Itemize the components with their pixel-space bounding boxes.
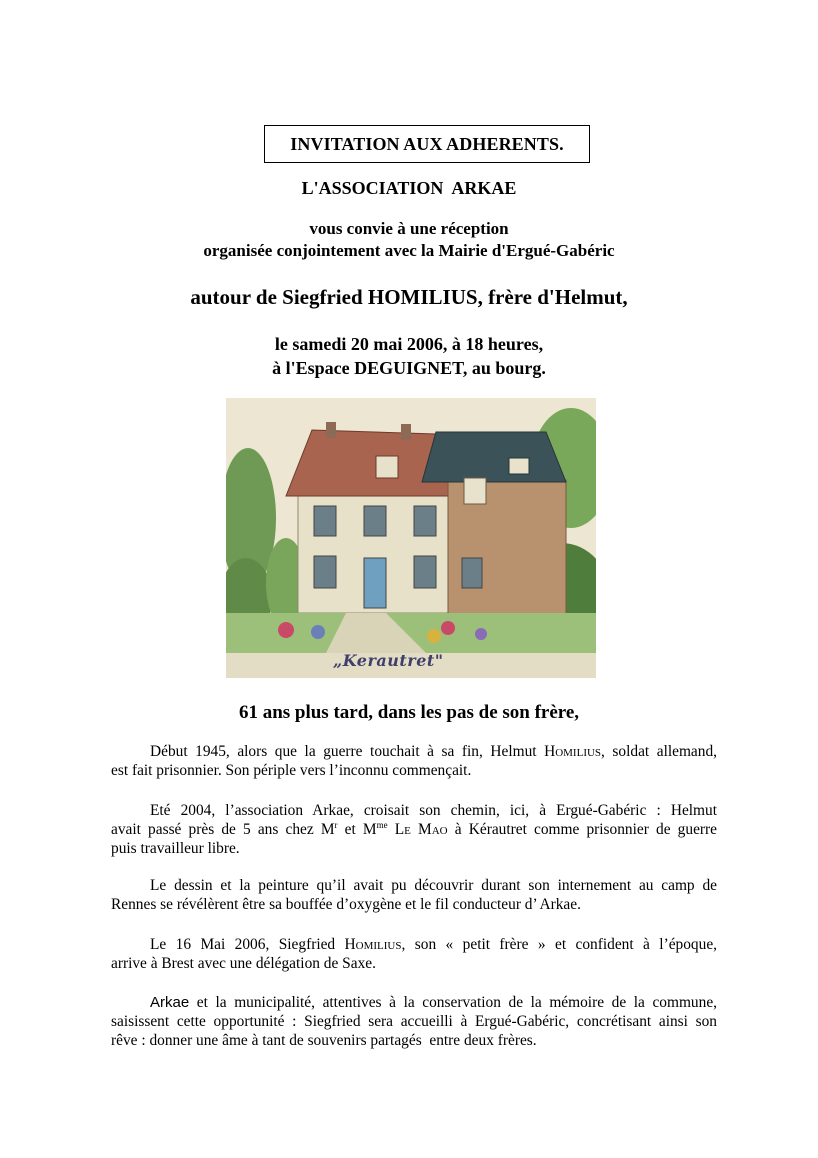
paragraph-5	[111, 993, 717, 1050]
paragraph-line: puis travailleur libre.	[111, 840, 240, 857]
text-run: à Kérautret comme prisonnier de guerre	[447, 821, 717, 838]
organizer-line: L'ASSOCIATION ARKAE	[301, 178, 517, 198]
text-run	[388, 821, 395, 838]
paragraph-2	[111, 801, 717, 858]
paragraph-3	[111, 876, 717, 914]
arkae-name: Arkae	[150, 994, 190, 1011]
house-drawing-icon	[226, 398, 596, 678]
invitation-title: INVITATION AUX ADHERENTS.	[264, 125, 590, 163]
surname: Homilius	[344, 936, 402, 953]
paragraph-1	[111, 742, 717, 780]
invite-line-1: vous convie à une réception	[309, 219, 509, 238]
house-drawing	[226, 398, 596, 678]
drawing-caption: „Kerautret"	[333, 651, 444, 670]
text-run: Début 1945, alors que la guerre touchait à sa fin, Helmut	[150, 743, 545, 760]
paragraph-line: est fait prisonnier. Son périple vers l’inconnu commençait.	[111, 762, 472, 779]
paragraph-line: arrive à Brest avec une délégation de Saxe.	[111, 955, 376, 972]
invite-line-2: organisée conjointement avec la Mairie d'Ergué-Gabéric	[203, 241, 615, 260]
paragraph-line: rêve : donner une âme à tant de souvenirs partagés entre deux frères.	[111, 1032, 537, 1049]
section-heading: 61 ans plus tard, dans les pas de son frère,	[238, 702, 580, 723]
paragraph-line: saisissent cette opportunité : Siegfried sera accueilli à Ergué-Gabéric, concrétisant ainsi son	[111, 1013, 717, 1030]
paragraph-4	[111, 935, 717, 973]
text-run: et M	[337, 821, 377, 838]
paragraph-line: Rennes se révélèrent être sa bouffée d’oxygène et le fil conducteur d’ Arkae.	[111, 896, 581, 913]
text-run: et la municipalité, attentives à la conservation de la mémoire de la commune,	[189, 994, 717, 1011]
event-place: à l'Espace DEGUIGNET, au bourg.	[272, 358, 546, 378]
paragraph-line	[111, 742, 717, 761]
text-run: Le 16 Mai 2006, Siegfried	[150, 936, 345, 953]
text-run: avait passé près de 5 ans chez M	[111, 821, 335, 838]
superscript: me	[376, 819, 388, 830]
paragraph-line	[111, 935, 717, 954]
surname: Homilius	[544, 743, 602, 760]
paragraph-line: Le dessin et la peinture qu’il avait pu découvrir durant son internement au camp de	[150, 877, 717, 894]
event-subject: autour de Siegfried HOMILIUS, frère d'Helmut,	[190, 285, 628, 309]
text-run: , soldat allemand,	[601, 743, 717, 760]
paragraph-line	[111, 820, 717, 839]
event-date: le samedi 20 mai 2006, à 18 heures,	[274, 334, 544, 354]
text-run: , son « petit frère » et confident à l’époque,	[401, 936, 717, 953]
paragraph-line: Eté 2004, l’association Arkae, croisait son chemin, ici, à Ergué-Gabéric : Helmut	[150, 802, 717, 819]
surname: Le Mao	[394, 821, 448, 838]
paragraph-line	[111, 993, 717, 1012]
superscript: r	[334, 819, 338, 830]
